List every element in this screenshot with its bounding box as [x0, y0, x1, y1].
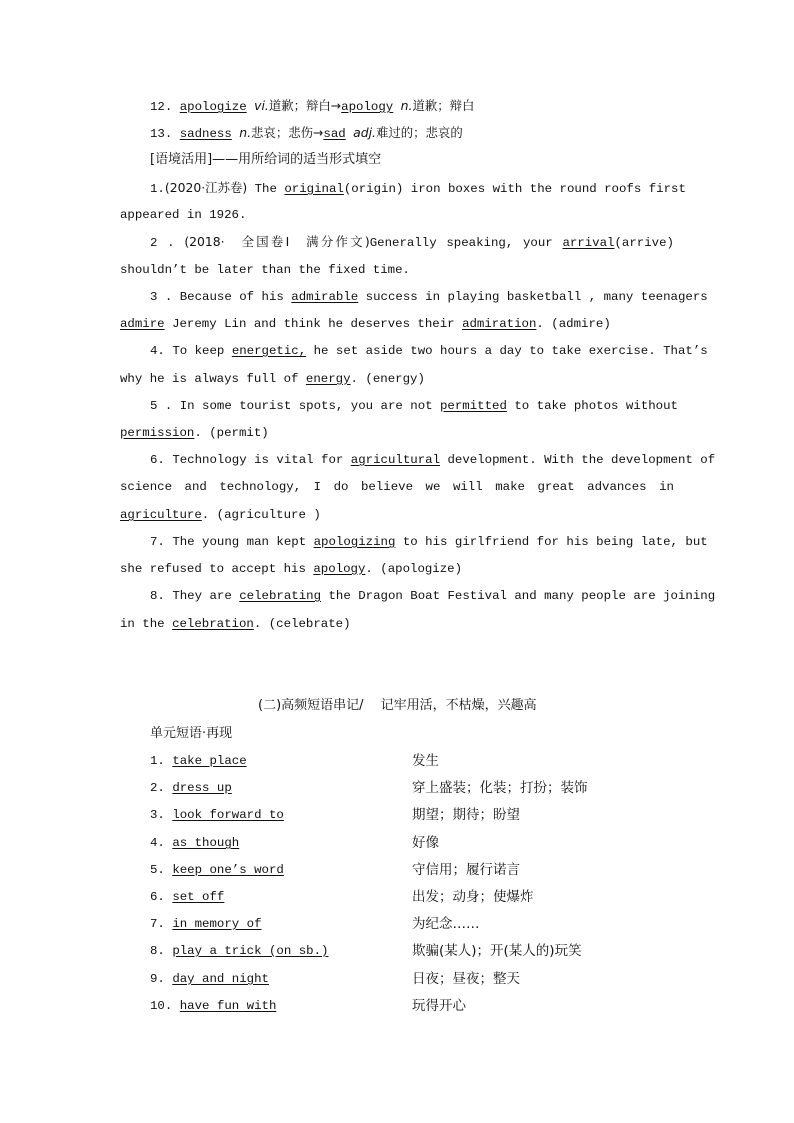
- exercise-text: Because of his: [179, 290, 284, 304]
- vocab-derived-meaning: 难过的；悲哀的: [375, 125, 463, 140]
- exercise-text: (origin) iron boxes with the round roofs first: [343, 182, 686, 196]
- exercise-2-line-1: [150, 234, 674, 251]
- list-item: [150, 943, 710, 961]
- part2-title: (二)高频短语串记/ 记牢用活，不枯燥，兴趣高: [258, 698, 537, 713]
- answer-original: original: [284, 182, 344, 196]
- exercise-7-line-1: [150, 534, 708, 550]
- phrase-english: [150, 780, 232, 796]
- exercise-number: 3 .: [150, 290, 173, 304]
- exercise-number: 2 .: [150, 236, 175, 250]
- phrase-english: [150, 971, 269, 987]
- vocab-derived-word: sad: [323, 127, 346, 141]
- vocab-line-13: [150, 125, 674, 142]
- vocab-pos: vi.: [254, 98, 269, 113]
- vocab-derived-word: apology: [341, 100, 394, 114]
- exercise-number: 1.: [150, 182, 165, 196]
- exercise-text: The young man kept: [172, 535, 307, 549]
- exercise-text: Generally speaking, your: [369, 236, 553, 250]
- exercise-text: They are: [172, 589, 232, 603]
- exercise-text: to take photos without: [514, 399, 678, 413]
- phrase-meaning: 为纪念……: [412, 916, 480, 932]
- vocab-word: apologize: [179, 100, 247, 114]
- vocab-derived-pos: n.: [400, 98, 413, 113]
- phrase-english: [150, 998, 276, 1014]
- list-item: [150, 998, 710, 1016]
- exercise-text: . (energy): [350, 372, 425, 386]
- phrase-meaning: 好像: [412, 835, 439, 851]
- answer-energy: energy: [305, 372, 351, 386]
- phrase-number: 9.: [150, 972, 165, 986]
- phrase-number: 5.: [150, 863, 165, 877]
- exercise-text: Jeremy Lin and think he deserves their: [172, 317, 455, 331]
- vocab-number: 12.: [150, 100, 173, 114]
- exercise-text: in the: [120, 617, 165, 631]
- exercise-text: (arrive): [614, 236, 674, 250]
- exercise-text: . (apologize): [365, 562, 463, 576]
- list-item: [150, 862, 710, 880]
- phrase-text: look forward to: [172, 808, 284, 822]
- answer-apologizing: apologizing: [313, 535, 396, 549]
- exercise-3-line-2: [120, 316, 674, 332]
- phrase-number: 8.: [150, 944, 165, 958]
- answer-apology: apology: [313, 562, 366, 576]
- exercise-8-line-2: [120, 616, 674, 632]
- exercise-6-line-1: [150, 452, 716, 468]
- exercise-text: he set aside two hours a day to take exercise. That’s: [313, 344, 708, 358]
- phrase-english: [150, 916, 262, 932]
- exercise-7-line-2: [120, 561, 674, 577]
- exercise-text: . (admire): [536, 317, 611, 331]
- exercise-1-line-1: [150, 180, 686, 197]
- phrase-meaning: 期望；期待；盼望: [412, 807, 520, 823]
- part2-subtitle: 单元短语·再现: [150, 726, 233, 741]
- answer-celebrating: celebrating: [239, 589, 322, 603]
- phrase-number: 6.: [150, 890, 165, 904]
- vocab-line-12: [150, 98, 674, 115]
- vocab-pos: n.: [239, 125, 252, 140]
- phrase-text: dress up: [172, 781, 232, 795]
- phrase-meaning: 守信用；履行诺言: [412, 862, 520, 878]
- exercise-8-line-1: [150, 588, 716, 604]
- exercise-number: 7.: [150, 535, 165, 549]
- exercise-text: development. With the development of: [447, 453, 716, 467]
- exercise-text: . (agriculture ): [201, 508, 321, 522]
- exercise-6-line-3: [120, 507, 674, 523]
- answer-admiration: admiration: [462, 317, 537, 331]
- phrase-english: [150, 753, 247, 769]
- exercise-text: success in playing basketball , many teenagers: [365, 290, 708, 304]
- exercise-source: (2018· 全国卷Ⅰ 满分作文): [184, 234, 370, 249]
- exercise-text: why he is always full of: [120, 372, 299, 386]
- exercise-text: . (permit): [194, 426, 269, 440]
- phrase-text: take place: [172, 754, 247, 768]
- answer-celebration: celebration: [172, 617, 254, 631]
- phrase-text: as though: [172, 836, 240, 850]
- phrase-meaning: 日夜；昼夜；整天: [412, 971, 520, 987]
- exercise-text: . (celebrate): [253, 617, 351, 631]
- exercise-5-line-1: [150, 398, 678, 414]
- phrase-meaning: 发生: [412, 753, 439, 769]
- exercise-4-line-1: [150, 343, 708, 359]
- list-item: [150, 971, 710, 989]
- exercise-1-line-2: appeared in 1926.: [120, 208, 247, 222]
- answer-permitted: permitted: [440, 399, 507, 413]
- list-item: [150, 780, 710, 798]
- vocab-word: sadness: [179, 127, 232, 141]
- answer-permission: permission: [120, 426, 195, 440]
- phrase-number: 4.: [150, 836, 165, 850]
- phrase-english: [150, 943, 328, 959]
- phrase-text: in memory of: [172, 917, 262, 931]
- section-title: [语境活用]——用所给词的适当形式填空: [150, 152, 382, 167]
- exercise-text: to his girlfriend for his being late, but: [402, 535, 708, 549]
- exercise-source: (2020·江苏卷): [164, 180, 248, 195]
- exercise-4-line-2: [120, 371, 674, 387]
- phrase-text: play a trick (on sb.): [172, 944, 329, 958]
- vocab-number: 13.: [150, 127, 173, 141]
- answer-admirable: admirable: [291, 290, 359, 304]
- answer-arrival: arrival: [562, 236, 615, 250]
- phrase-meaning: 欺骗(某人)；开(某人的)玩笑: [412, 943, 582, 959]
- phrase-number: 3.: [150, 808, 165, 822]
- phrase-meaning: 穿上盛装；化装；打扮；装饰: [412, 780, 588, 796]
- phrase-text: day and night: [172, 972, 269, 986]
- exercise-text: In some tourist spots, you are not: [179, 399, 433, 413]
- phrase-meaning: 出发；动身；使爆炸: [412, 889, 534, 905]
- phrase-english: [150, 835, 239, 851]
- phrase-number: 1.: [150, 754, 165, 768]
- answer-admire: admire: [120, 317, 165, 331]
- exercise-3-line-1: [150, 289, 708, 305]
- phrase-number: 10.: [150, 999, 173, 1013]
- phrase-text: keep one’s word: [172, 863, 284, 877]
- vocab-meaning: 悲哀；悲伤→: [251, 125, 324, 140]
- exercise-2-line-2: shouldn’t be later than the fixed time.: [120, 263, 410, 277]
- exercise-number: 5 .: [150, 399, 173, 413]
- exercise-text: Technology is vital for: [172, 453, 344, 467]
- exercise-text: the Dragon Boat Festival and many people are joining: [328, 589, 716, 603]
- list-item: [150, 889, 710, 907]
- answer-energetic: energetic,: [231, 344, 307, 358]
- exercise-text: To keep: [172, 344, 225, 358]
- list-item: [150, 807, 710, 825]
- phrase-english: [150, 807, 284, 823]
- phrase-number: 2.: [150, 781, 165, 795]
- exercise-text: The: [254, 182, 277, 196]
- list-item: [150, 835, 710, 853]
- list-item: [150, 753, 710, 771]
- answer-agriculture: agriculture: [120, 508, 202, 522]
- phrase-meaning: 玩得开心: [412, 998, 466, 1014]
- phrase-english: [150, 889, 224, 905]
- exercise-text: she refused to accept his: [120, 562, 306, 576]
- exercise-number: 6.: [150, 453, 165, 467]
- answer-agricultural: agricultural: [350, 453, 441, 467]
- phrase-text: have fun with: [179, 999, 277, 1013]
- list-item: [150, 916, 710, 934]
- vocab-meaning: 道歉；辩白→: [268, 98, 342, 113]
- exercise-6-line-2: science and technology, I do believe we will make great advances in: [120, 480, 674, 494]
- exercise-number: 4.: [150, 344, 165, 358]
- phrase-english: [150, 862, 284, 878]
- phrase-number: 7.: [150, 917, 165, 931]
- exercise-5-line-2: [120, 425, 674, 441]
- phrase-text: set off: [172, 890, 225, 904]
- vocab-derived-meaning: 道歉；辩白: [412, 98, 475, 113]
- vocab-derived-pos: adj.: [353, 125, 376, 140]
- exercise-number: 8.: [150, 589, 165, 603]
